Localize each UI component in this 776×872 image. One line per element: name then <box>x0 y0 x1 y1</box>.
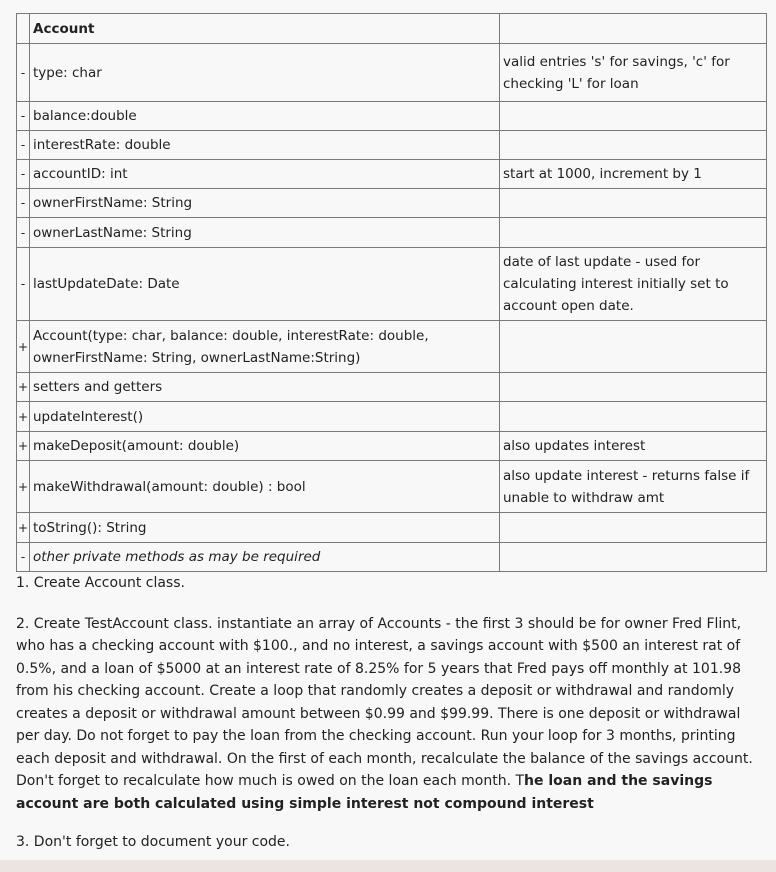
member-signature: lastUpdateDate: Date <box>30 248 500 321</box>
member-note: start at 1000, increment by 1 <box>500 160 767 189</box>
member-signature: type: char <box>30 44 500 102</box>
class-name: Account <box>30 14 500 44</box>
member-note: valid entries 's' for savings, 'c' for checking 'L' for loan <box>500 44 767 102</box>
member-note <box>500 543 767 572</box>
visibility-marker: - <box>17 131 30 160</box>
uml-row <box>17 543 767 572</box>
visibility-marker: + <box>17 432 30 461</box>
member-signature: ownerLastName: String <box>30 218 500 248</box>
visibility-marker: - <box>17 248 30 321</box>
uml-row <box>17 248 767 321</box>
member-signature: setters and getters <box>30 373 500 402</box>
uml-row <box>17 218 767 248</box>
member-note <box>500 373 767 402</box>
instruction-step-3: 3. Don't forget to document your code. <box>16 834 290 850</box>
uml-row <box>17 432 767 461</box>
uml-row <box>17 102 767 131</box>
uml-row <box>17 373 767 402</box>
member-note <box>500 102 767 131</box>
uml-row <box>17 189 767 218</box>
member-signature: interestRate: double <box>30 131 500 160</box>
visibility-marker: + <box>17 373 30 402</box>
member-note: also update interest - returns false if unable to withdraw amt <box>500 461 767 513</box>
uml-row <box>17 131 767 160</box>
instructions <box>16 572 768 854</box>
visibility-marker: - <box>17 543 30 572</box>
member-signature: balance:double <box>30 102 500 131</box>
visibility-marker: - <box>17 189 30 218</box>
header-vis-cell <box>17 14 30 44</box>
visibility-marker: + <box>17 513 30 543</box>
uml-class-table <box>16 13 767 572</box>
uml-header-row <box>17 14 767 44</box>
visibility-marker: + <box>17 402 30 432</box>
uml-row <box>17 321 767 373</box>
visibility-marker: - <box>17 218 30 248</box>
member-note <box>500 218 767 248</box>
member-signature: other private methods as may be required <box>30 543 500 572</box>
member-signature: ownerFirstName: String <box>30 189 500 218</box>
member-note: date of last update - used for calculating interest initially set to account open date. <box>500 248 767 321</box>
member-note <box>500 402 767 432</box>
uml-row <box>17 160 767 189</box>
visibility-marker: + <box>17 461 30 513</box>
uml-row <box>17 44 767 102</box>
uml-row <box>17 513 767 543</box>
uml-row <box>17 402 767 432</box>
member-note: also updates interest <box>500 432 767 461</box>
visibility-marker: + <box>17 321 30 373</box>
visibility-marker: - <box>17 160 30 189</box>
member-signature: makeWithdrawal(amount: double) : bool <box>30 461 500 513</box>
instruction-step-2-bold: he loan and the savings account are both calculated using simple interest not compound interest <box>16 773 713 812</box>
header-note-cell <box>500 14 767 44</box>
member-note <box>500 321 767 373</box>
member-signature: updateInterest() <box>30 402 500 432</box>
member-signature: Account(type: char, balance: double, interestRate: double, ownerFirstName: String, ownerLastName:String) <box>30 321 500 373</box>
member-note <box>500 131 767 160</box>
instruction-step-2 <box>16 613 768 816</box>
member-signature: toString(): String <box>30 513 500 543</box>
instruction-step-1: 1. Create Account class. <box>16 575 185 591</box>
member-signature: makeDeposit(amount: double) <box>30 432 500 461</box>
uml-row <box>17 461 767 513</box>
instruction-step-2-text: 2. Create TestAccount class. instantiate an array of Accounts - the first 3 should be for owner Fred Flint, who has a checking account with $100., and no interest, a savings account with $500 an interest rat of 0.5%, and a loan of $5000 at an interest rate of 8.25% for 5 years that Fred pays off monthly at 101.98 from his checking account. Create a loop that randomly creates a deposit or withdrawal and randomly creates a deposit or withdrawal amount between $0.99 and $99.99. There is one deposit or withdrawal per day. Do not forget to pay the loan from the checking account. Run your loop for 3 months, printing each deposit and withdrawal. On the first of each month, recalculate the balance of the savings account. Don't forget to recalculate how much is owed on the loan each month. T <box>16 615 753 789</box>
visibility-marker: - <box>17 102 30 131</box>
footer-band <box>0 860 776 872</box>
member-signature: accountID: int <box>30 160 500 189</box>
visibility-marker: - <box>17 44 30 102</box>
member-note <box>500 189 767 218</box>
member-note <box>500 513 767 543</box>
